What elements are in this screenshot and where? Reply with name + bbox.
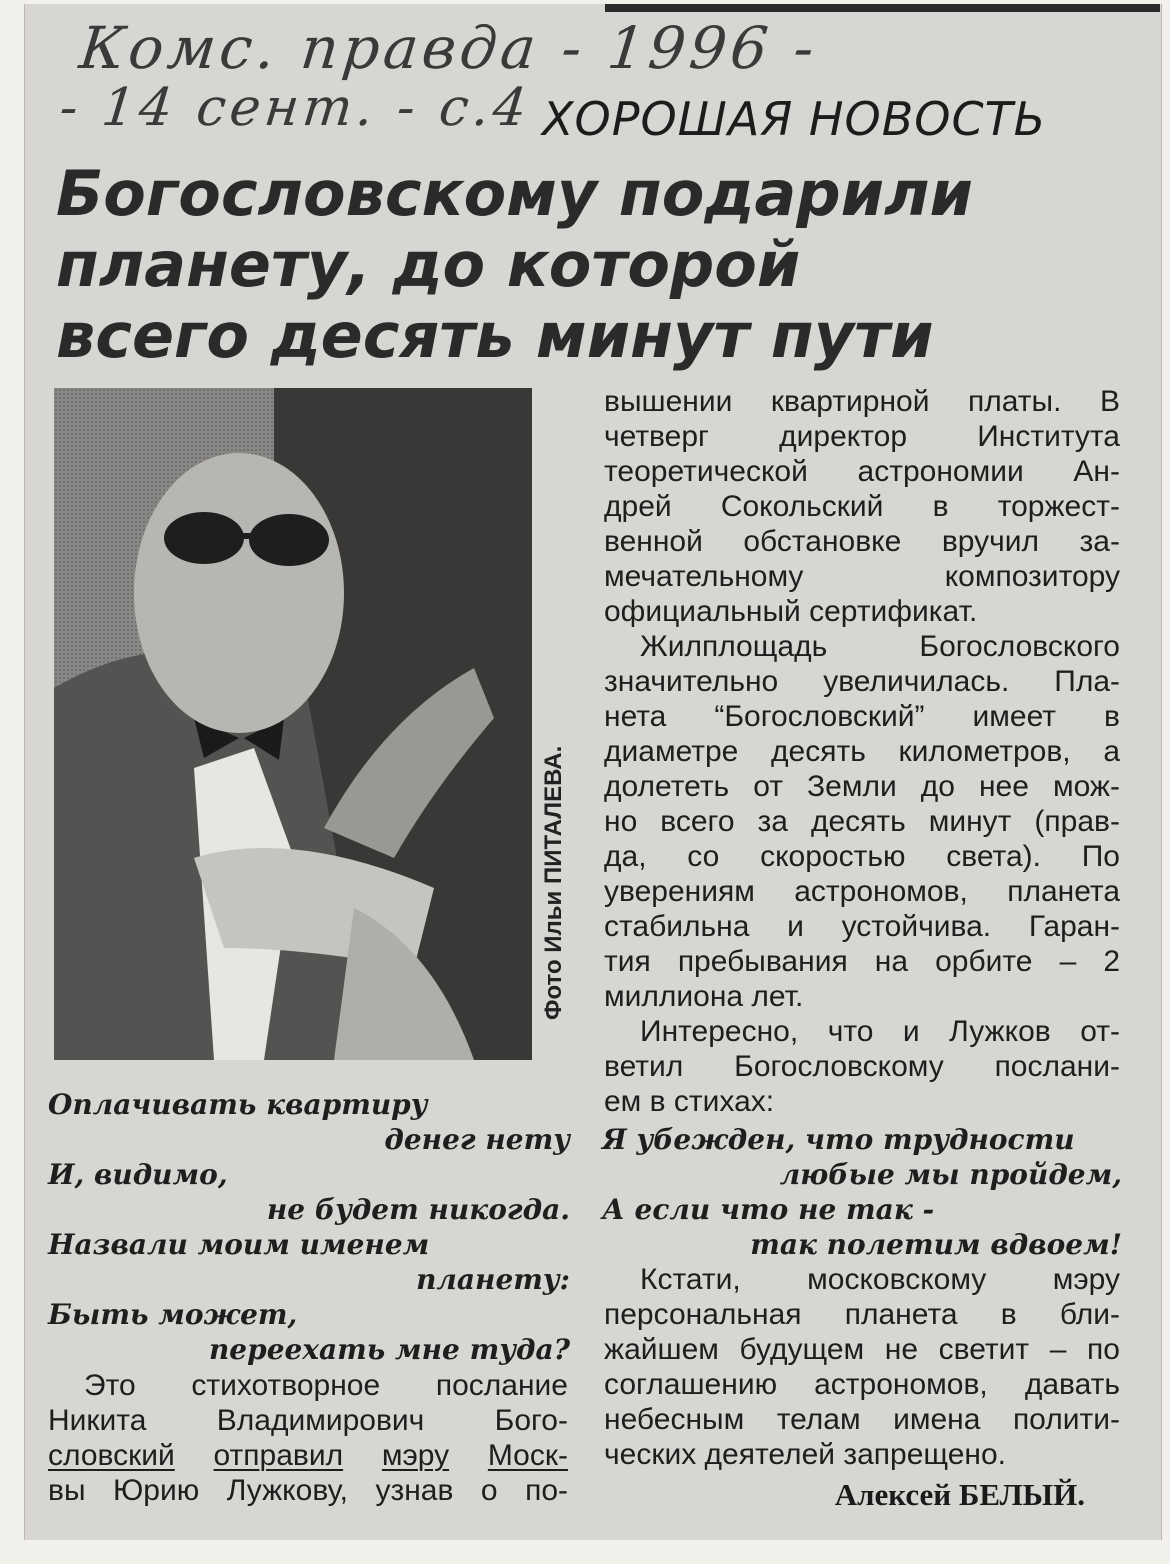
text-line: ческих деятелей запрещено. bbox=[604, 1438, 1007, 1471]
headline-line: всего десять минут пути bbox=[56, 299, 934, 372]
text-line: словский отправил мэру Моск- bbox=[48, 1439, 568, 1472]
body-text-right-bottom bbox=[604, 1262, 1120, 1472]
top-rule bbox=[605, 4, 1160, 12]
poem-line: не будет никогда. bbox=[266, 1193, 570, 1226]
text-line: диаметре десять километров, а bbox=[604, 735, 1120, 768]
text-line: тия пребывания на орбите – 2 bbox=[604, 945, 1120, 978]
poem-line: А если что не так - bbox=[602, 1193, 935, 1226]
text-line: нета “Богословский” имеет в bbox=[604, 700, 1120, 733]
handwritten-source-note-line2: - 14 сент. - с.4 bbox=[56, 78, 534, 138]
text-line: уверениям астрономов, планета bbox=[604, 875, 1120, 908]
body-text-right bbox=[604, 384, 1120, 1119]
text-line: официальный сертификат. bbox=[604, 595, 978, 628]
headline-line: планету, до которой bbox=[56, 228, 801, 301]
text-line: венной обстановке вручил за- bbox=[604, 525, 1120, 558]
poem-line: так полетим вдвоем! bbox=[750, 1228, 1122, 1261]
text-line: долететь от Земли до нее мож- bbox=[604, 770, 1120, 803]
poem-line: переехать мне туда? bbox=[208, 1333, 570, 1366]
photo-credit: Фото Ильи ПИТАЛЕВА. bbox=[540, 745, 567, 1020]
text-line: Интересно, что и Лужков от- bbox=[640, 1015, 1120, 1048]
poem-line: Быть может, bbox=[48, 1298, 298, 1331]
text-line: Кстати, московскому мэру bbox=[640, 1263, 1120, 1296]
text-line: значительно увеличилась. Пла- bbox=[604, 665, 1120, 698]
text-line: Никита Владимирович Бого- bbox=[48, 1404, 568, 1437]
text-line: персональная планета в бли- bbox=[604, 1298, 1120, 1331]
poem-right bbox=[602, 1122, 1122, 1262]
author-signature: Алексей БЕЛЫЙ. bbox=[834, 1477, 1085, 1512]
handwritten-source-note-line1: Комс. правда - 1996 - bbox=[76, 14, 822, 82]
poem-line: Оплачивать квартиру bbox=[48, 1088, 428, 1121]
text-line: мечательному композитору bbox=[604, 560, 1120, 593]
headline bbox=[56, 158, 1136, 371]
text-line: Жилплощадь Богословского bbox=[640, 630, 1120, 663]
text-line: небесным телам имена полити- bbox=[604, 1403, 1120, 1436]
text-line: теоретической астрономии Ан- bbox=[604, 455, 1120, 488]
poem-line: планету: bbox=[416, 1263, 570, 1296]
text-line: ветил Богословскому послани- bbox=[604, 1050, 1120, 1083]
rubric: ХОРОШАЯ НОВОСТЬ bbox=[542, 92, 1047, 146]
text-line: но всего за десять минут (прав- bbox=[604, 805, 1120, 838]
text-line: миллиона лет. bbox=[604, 980, 804, 1013]
text-line: четверг директор Института bbox=[604, 420, 1120, 453]
text-line: вышении квартирной платы. В bbox=[604, 385, 1120, 418]
poem-line: И, видимо, bbox=[48, 1158, 228, 1191]
text-line: да, со скоростью света). По bbox=[604, 840, 1120, 873]
text-line: соглашению астрономов, давать bbox=[604, 1368, 1120, 1401]
headline-line: Богословскому подарили bbox=[56, 157, 973, 230]
poem-left bbox=[48, 1087, 570, 1367]
poem-line: денег нету bbox=[384, 1123, 570, 1156]
body-text-left bbox=[48, 1368, 568, 1508]
text-line: жайшем будущем не светит – по bbox=[604, 1333, 1120, 1366]
poem-line: Назвали моим именем bbox=[48, 1228, 430, 1261]
portrait-photo bbox=[54, 388, 532, 1060]
text-line: ем в стихах: bbox=[604, 1085, 775, 1118]
poem-line: Я убежден, что трудности bbox=[602, 1123, 1075, 1156]
text-line: дрей Сокольский в торжест- bbox=[604, 490, 1120, 523]
text-line: стабильна и устойчива. Гаран- bbox=[604, 910, 1120, 943]
text-line: вы Юрию Лужкову, узнав о по- bbox=[48, 1474, 568, 1507]
poem-line: любые мы пройдем, bbox=[779, 1158, 1122, 1191]
text-line: Это стихотворное послание bbox=[84, 1369, 568, 1402]
